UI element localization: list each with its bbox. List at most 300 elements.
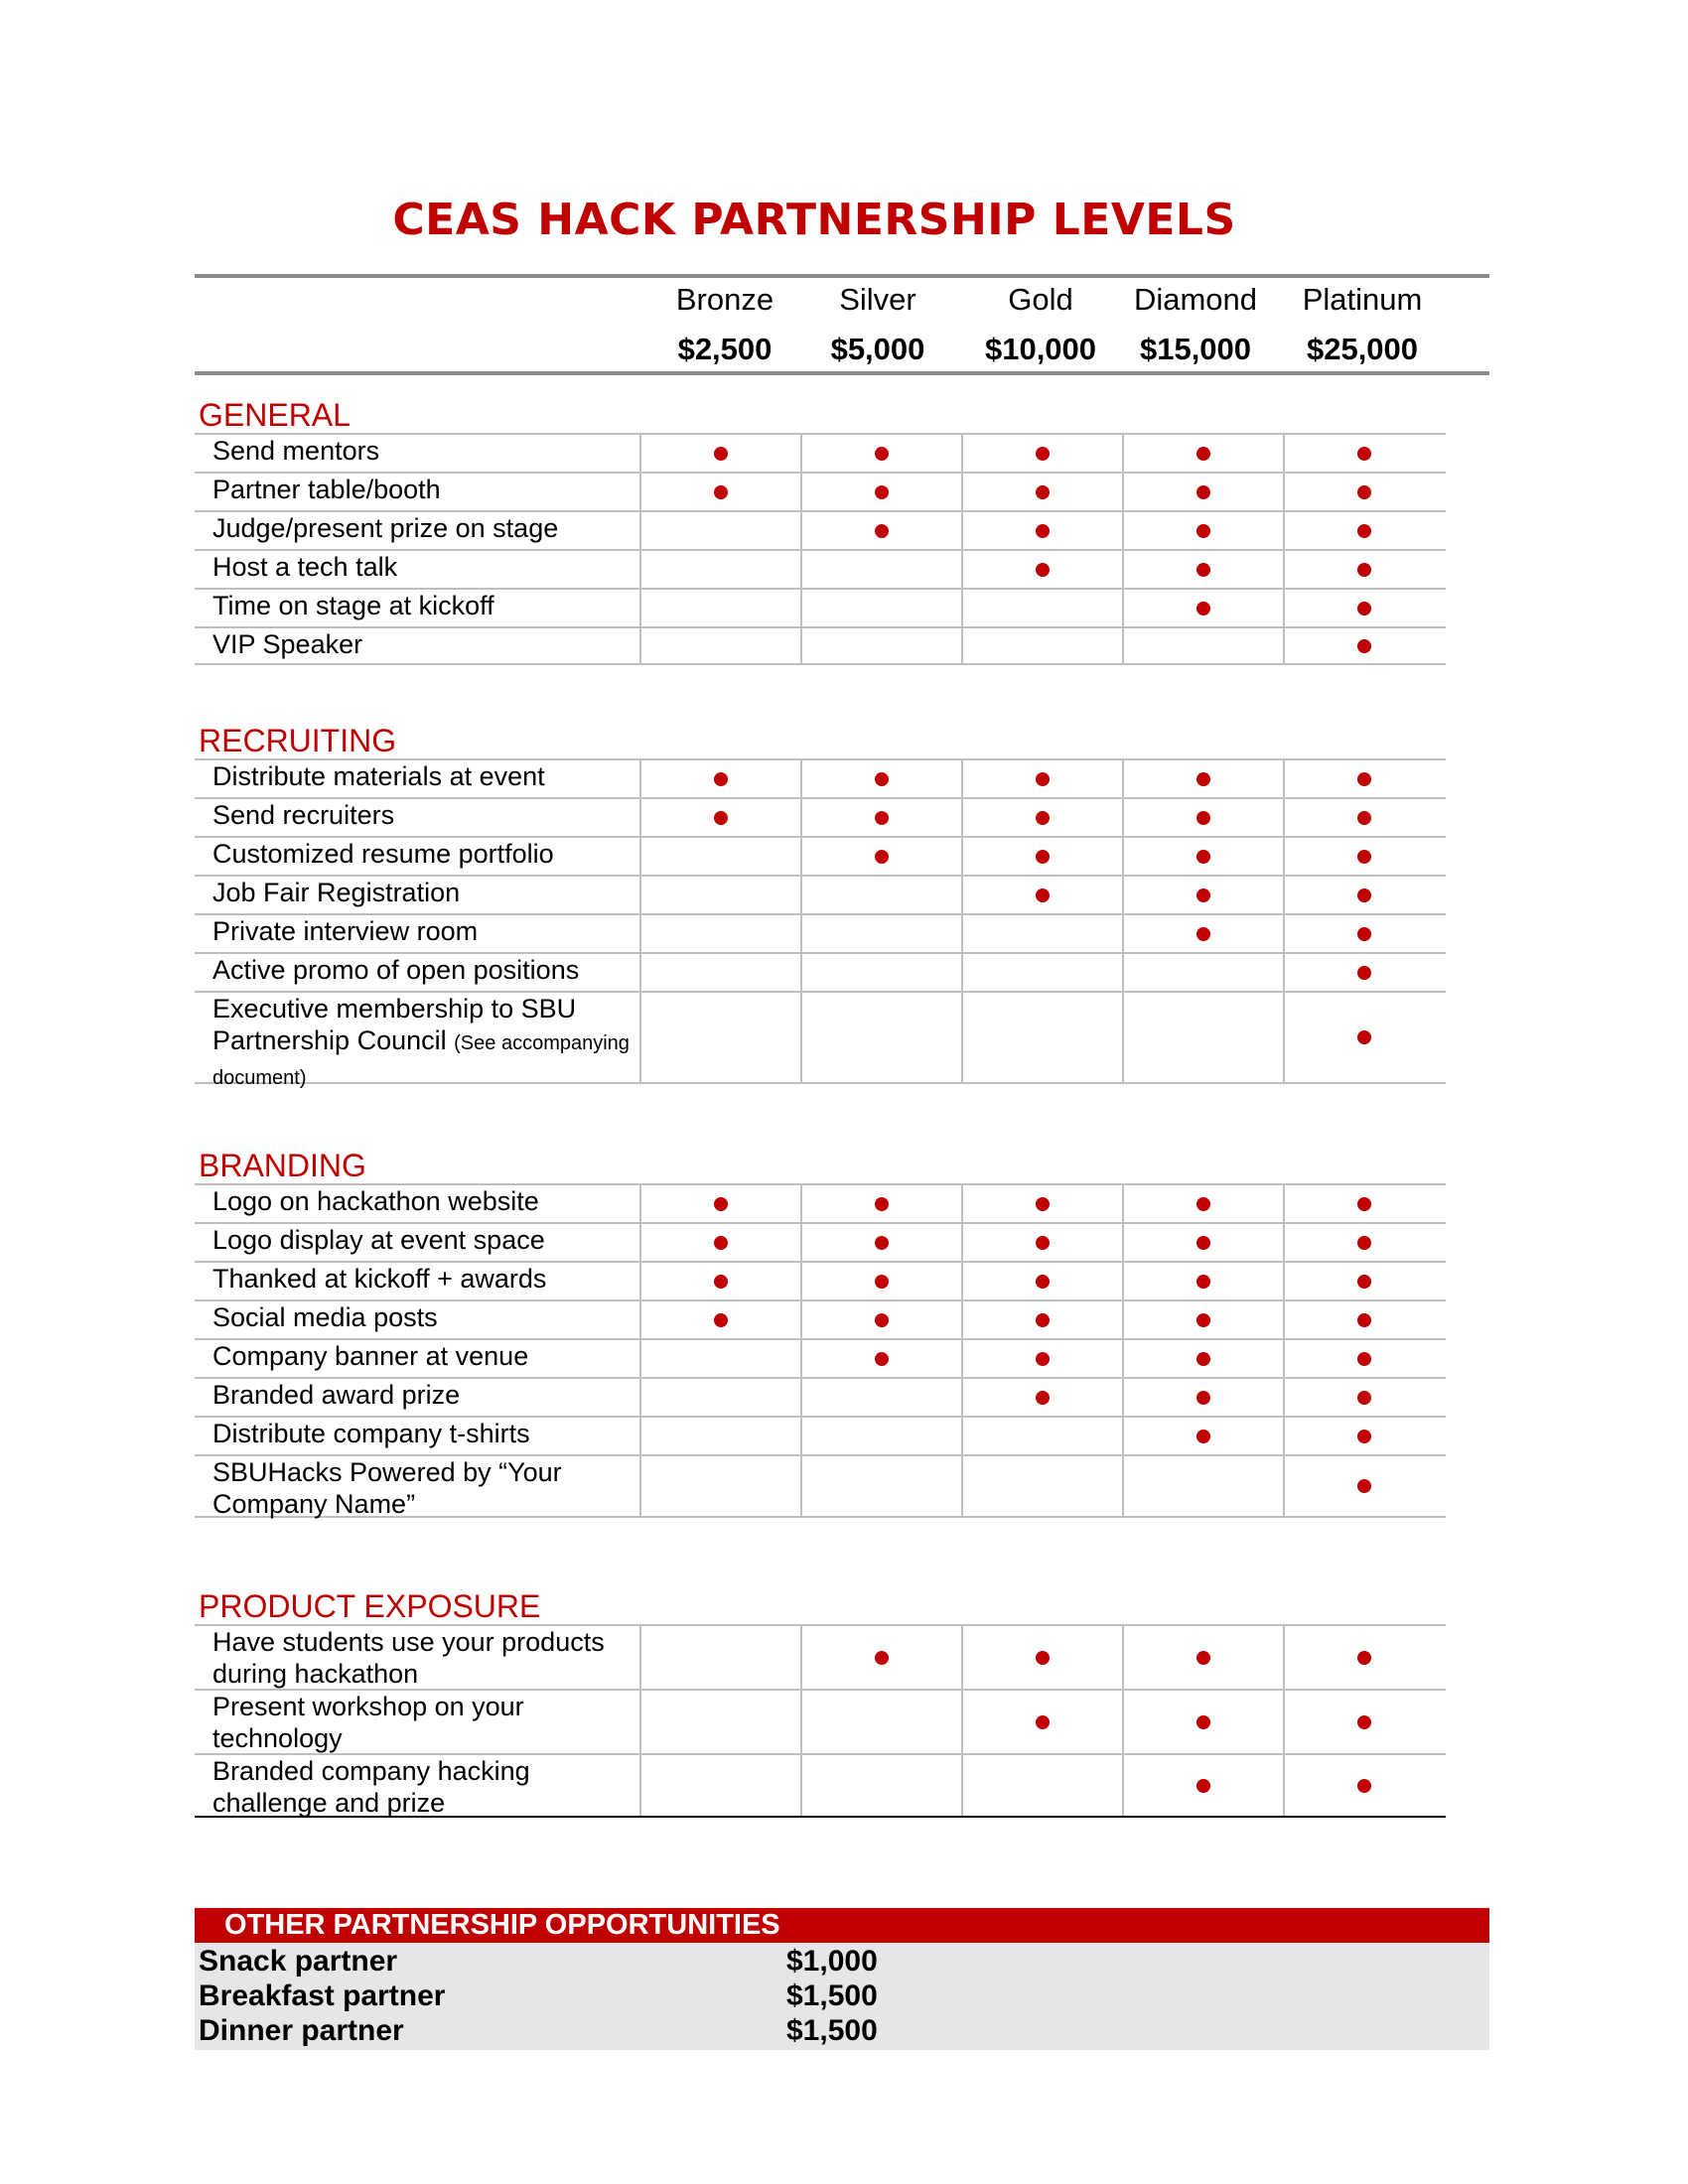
included-dot bbox=[714, 485, 728, 499]
tier-cell-bronze bbox=[639, 1185, 800, 1222]
tier-cell-gold bbox=[961, 1691, 1122, 1753]
section-grid bbox=[195, 758, 1446, 1089]
included-dot bbox=[1357, 1030, 1371, 1044]
table-row bbox=[195, 1261, 1446, 1299]
included-dot bbox=[1357, 1651, 1371, 1665]
section-title-product-exposure: PRODUCT EXPOSURE bbox=[199, 1588, 541, 1624]
tier-cell-diamond bbox=[1122, 915, 1283, 952]
included-dot bbox=[1036, 1197, 1050, 1211]
tier-cell-gold bbox=[961, 1263, 1122, 1299]
tier-cell-silver bbox=[800, 1224, 961, 1261]
table-row bbox=[195, 1689, 1446, 1753]
tier-cell-diamond bbox=[1122, 760, 1283, 797]
tier-cell-silver bbox=[800, 1379, 961, 1416]
included-dot bbox=[1357, 563, 1371, 577]
tier-cell-diamond bbox=[1122, 551, 1283, 588]
included-dot bbox=[875, 850, 889, 864]
table-row bbox=[195, 1416, 1446, 1454]
benefit-label-text: Logo display at event space bbox=[212, 1225, 545, 1255]
benefit-label bbox=[212, 1418, 630, 1449]
benefit-label bbox=[212, 628, 630, 660]
table-row bbox=[195, 1377, 1446, 1416]
included-dot bbox=[714, 811, 728, 825]
tier-cell-platinum bbox=[1283, 551, 1444, 588]
included-dot bbox=[1357, 639, 1371, 653]
included-dot bbox=[1036, 772, 1050, 786]
included-dot bbox=[1196, 1313, 1210, 1327]
included-dot bbox=[1357, 1779, 1371, 1793]
tier-cell-bronze bbox=[639, 1301, 800, 1338]
included-dot bbox=[875, 1651, 889, 1665]
tier-cell-gold bbox=[961, 799, 1122, 836]
included-dot bbox=[1357, 1352, 1371, 1366]
included-dot bbox=[1196, 1779, 1210, 1793]
tier-name-gold: Gold bbox=[1008, 282, 1073, 317]
tier-cell-bronze bbox=[639, 435, 800, 472]
benefit-label bbox=[212, 435, 630, 467]
included-dot bbox=[1036, 524, 1050, 538]
included-dot bbox=[1357, 524, 1371, 538]
tier-cell-silver bbox=[800, 1755, 961, 1816]
tier-cell-gold bbox=[961, 628, 1122, 663]
tier-cell-platinum bbox=[1283, 1626, 1444, 1689]
tier-cell-bronze bbox=[639, 1626, 800, 1689]
tier-cell-bronze bbox=[639, 877, 800, 913]
benefit-label-text: SBUHacks Powered by “Your Company Name” bbox=[212, 1457, 562, 1519]
other-item-label: Breakfast partner bbox=[199, 1979, 446, 2012]
included-dot bbox=[875, 485, 889, 499]
included-dot bbox=[1196, 888, 1210, 902]
benefit-label bbox=[212, 799, 630, 831]
included-dot bbox=[1036, 447, 1050, 461]
tier-cell-silver bbox=[800, 435, 961, 472]
tier-price-bronze: $2,500 bbox=[677, 332, 773, 366]
included-dot bbox=[875, 1236, 889, 1250]
tier-cell-diamond bbox=[1122, 1224, 1283, 1261]
benefit-label-text: Host a tech talk bbox=[212, 552, 398, 582]
tier-cell-bronze bbox=[639, 1418, 800, 1454]
benefit-label bbox=[212, 915, 630, 947]
included-dot bbox=[875, 524, 889, 538]
table-row bbox=[195, 1222, 1446, 1261]
tier-cell-silver bbox=[800, 551, 961, 588]
table-row bbox=[195, 1299, 1446, 1338]
included-dot bbox=[875, 811, 889, 825]
tier-cell-platinum bbox=[1283, 628, 1444, 663]
benefit-label bbox=[212, 993, 630, 1094]
tier-cell-platinum bbox=[1283, 760, 1444, 797]
tier-cell-gold bbox=[961, 1456, 1122, 1516]
included-dot bbox=[875, 1275, 889, 1289]
benefit-label-text: Have students use your products during hackathon bbox=[212, 1627, 605, 1689]
section-grid bbox=[195, 433, 1446, 665]
tier-cell-diamond bbox=[1122, 1691, 1283, 1753]
benefit-label-text: Private interview room bbox=[212, 916, 479, 946]
table-row bbox=[195, 1624, 1446, 1689]
benefit-label-text: Job Fair Registration bbox=[212, 878, 461, 907]
included-dot bbox=[1196, 850, 1210, 864]
table-row bbox=[195, 472, 1446, 510]
included-dot bbox=[1357, 602, 1371, 615]
benefit-label bbox=[212, 838, 630, 870]
tier-cell-bronze bbox=[639, 474, 800, 510]
included-dot bbox=[1036, 811, 1050, 825]
benefit-label-text: Company banner at venue bbox=[212, 1341, 529, 1371]
benefit-label-text: Active promo of open positions bbox=[212, 955, 580, 985]
tier-cell-silver bbox=[800, 1456, 961, 1516]
included-dot bbox=[714, 447, 728, 461]
benefit-label-text: Time on stage at kickoff bbox=[212, 591, 494, 620]
tier-cell-platinum bbox=[1283, 512, 1444, 549]
included-dot bbox=[1196, 1352, 1210, 1366]
benefit-label bbox=[212, 1340, 630, 1372]
tier-cell-platinum bbox=[1283, 474, 1444, 510]
included-dot bbox=[1357, 447, 1371, 461]
included-dot bbox=[1357, 850, 1371, 864]
included-dot bbox=[875, 1352, 889, 1366]
benefit-label bbox=[212, 877, 630, 908]
header-top-rule bbox=[195, 274, 1489, 278]
included-dot bbox=[1357, 1391, 1371, 1405]
tier-cell-bronze bbox=[639, 838, 800, 875]
tier-cell-silver bbox=[800, 512, 961, 549]
included-dot bbox=[1357, 1430, 1371, 1443]
tier-cell-bronze bbox=[639, 1691, 800, 1753]
included-dot bbox=[1196, 1430, 1210, 1443]
tier-cell-platinum bbox=[1283, 877, 1444, 913]
included-dot bbox=[1357, 772, 1371, 786]
benefit-label-text: Judge/present prize on stage bbox=[212, 513, 559, 543]
tier-cell-gold bbox=[961, 1224, 1122, 1261]
included-dot bbox=[1036, 1352, 1050, 1366]
included-dot bbox=[1196, 524, 1210, 538]
tier-cell-diamond bbox=[1122, 1301, 1283, 1338]
tier-cell-gold bbox=[961, 954, 1122, 991]
included-dot bbox=[1196, 811, 1210, 825]
table-row bbox=[195, 510, 1446, 549]
tier-cell-bronze bbox=[639, 1263, 800, 1299]
tier-cell-silver bbox=[800, 1185, 961, 1222]
tier-cell-gold bbox=[961, 1418, 1122, 1454]
included-dot bbox=[1196, 927, 1210, 941]
benefit-label-text: Partner table/booth bbox=[212, 475, 441, 504]
tier-cell-bronze bbox=[639, 1224, 800, 1261]
tier-cell-silver bbox=[800, 993, 961, 1082]
included-dot bbox=[1036, 1651, 1050, 1665]
tier-cell-diamond bbox=[1122, 877, 1283, 913]
included-dot bbox=[1357, 1715, 1371, 1729]
benefit-label-text: Executive membership to SBU Partnership Council bbox=[212, 994, 577, 1055]
benefit-label-text: Thanked at kickoff + awards bbox=[212, 1264, 547, 1294]
tier-cell-silver bbox=[800, 915, 961, 952]
benefit-label bbox=[212, 1755, 630, 1819]
tier-cell-bronze bbox=[639, 1755, 800, 1816]
section-title-general: GENERAL bbox=[199, 397, 351, 433]
table-row bbox=[195, 626, 1446, 665]
included-dot bbox=[1036, 888, 1050, 902]
table-row bbox=[195, 797, 1446, 836]
tier-cell-platinum bbox=[1283, 435, 1444, 472]
benefit-label bbox=[212, 551, 630, 583]
tier-price-silver: $5,000 bbox=[830, 332, 925, 366]
table-row bbox=[195, 991, 1446, 1089]
included-dot bbox=[1196, 1651, 1210, 1665]
tier-cell-gold bbox=[961, 760, 1122, 797]
tier-cell-platinum bbox=[1283, 1185, 1444, 1222]
tier-cell-diamond bbox=[1122, 1185, 1283, 1222]
tier-cell-gold bbox=[961, 512, 1122, 549]
table-row bbox=[195, 758, 1446, 797]
included-dot bbox=[1196, 1391, 1210, 1405]
tier-name-platinum: Platinum bbox=[1302, 282, 1423, 317]
included-dot bbox=[1196, 563, 1210, 577]
table-row bbox=[195, 1753, 1446, 1818]
benefit-label bbox=[212, 1224, 630, 1256]
benefit-label bbox=[212, 1185, 630, 1217]
benefit-label bbox=[212, 1626, 630, 1690]
tier-cell-platinum bbox=[1283, 1691, 1444, 1753]
benefit-label bbox=[212, 474, 630, 505]
tier-cell-diamond bbox=[1122, 993, 1283, 1082]
tier-cell-silver bbox=[800, 1626, 961, 1689]
tier-cell-diamond bbox=[1122, 435, 1283, 472]
included-dot bbox=[1196, 447, 1210, 461]
tier-cell-silver bbox=[800, 954, 961, 991]
section-title-recruiting: RECRUITING bbox=[199, 723, 397, 758]
tier-cell-diamond bbox=[1122, 1263, 1283, 1299]
tier-cell-diamond bbox=[1122, 512, 1283, 549]
table-row bbox=[195, 913, 1446, 952]
tier-cell-platinum bbox=[1283, 1418, 1444, 1454]
benefit-label bbox=[212, 954, 630, 986]
benefit-label-text: Logo on hackathon website bbox=[212, 1186, 539, 1216]
included-dot bbox=[1196, 1715, 1210, 1729]
included-dot bbox=[1036, 1313, 1050, 1327]
tier-cell-gold bbox=[961, 1755, 1122, 1816]
tier-cell-platinum bbox=[1283, 1301, 1444, 1338]
tier-cell-gold bbox=[961, 590, 1122, 626]
table-row bbox=[195, 549, 1446, 588]
included-dot bbox=[1357, 966, 1371, 980]
tier-cell-diamond bbox=[1122, 1626, 1283, 1689]
tier-cell-silver bbox=[800, 1301, 961, 1338]
benefit-label-text: Social media posts bbox=[212, 1302, 438, 1332]
tier-cell-gold bbox=[961, 915, 1122, 952]
section-grid bbox=[195, 1624, 1446, 1818]
page-title: CEAS HACK PARTNERSHIP LEVELS bbox=[392, 195, 1236, 245]
tier-cell-gold bbox=[961, 838, 1122, 875]
other-item-price: $1,000 bbox=[786, 1945, 878, 1978]
included-dot bbox=[1196, 1275, 1210, 1289]
tier-cell-silver bbox=[800, 474, 961, 510]
section-title-branding: BRANDING bbox=[199, 1148, 366, 1183]
benefit-label-text: Branded award prize bbox=[212, 1380, 461, 1410]
tier-price-gold: $10,000 bbox=[984, 332, 1097, 366]
table-row bbox=[195, 433, 1446, 472]
tier-cell-silver bbox=[800, 760, 961, 797]
benefit-label bbox=[212, 590, 630, 621]
tier-cell-diamond bbox=[1122, 799, 1283, 836]
benefit-label-text: Send mentors bbox=[212, 436, 380, 466]
tier-price-platinum: $25,000 bbox=[1306, 332, 1419, 366]
tier-cell-bronze bbox=[639, 993, 800, 1082]
tier-cell-silver bbox=[800, 838, 961, 875]
table-row bbox=[195, 1454, 1446, 1518]
header-bottom-rule bbox=[195, 371, 1489, 375]
tier-cell-platinum bbox=[1283, 1456, 1444, 1516]
tier-cell-bronze bbox=[639, 915, 800, 952]
tier-cell-diamond bbox=[1122, 590, 1283, 626]
tier-cell-platinum bbox=[1283, 993, 1444, 1082]
tier-cell-platinum bbox=[1283, 954, 1444, 991]
tier-cell-diamond bbox=[1122, 1340, 1283, 1377]
tier-cell-diamond bbox=[1122, 1418, 1283, 1454]
included-dot bbox=[1357, 1236, 1371, 1250]
included-dot bbox=[1196, 772, 1210, 786]
tier-cell-silver bbox=[800, 1691, 961, 1753]
included-dot bbox=[1036, 1715, 1050, 1729]
included-dot bbox=[1036, 1236, 1050, 1250]
table-row bbox=[195, 1183, 1446, 1222]
table-row bbox=[195, 1338, 1446, 1377]
benefit-label-text: Distribute company t-shirts bbox=[212, 1419, 530, 1448]
tier-cell-platinum bbox=[1283, 799, 1444, 836]
tier-cell-bronze bbox=[639, 1456, 800, 1516]
tier-cell-diamond bbox=[1122, 628, 1283, 663]
benefit-label bbox=[212, 1691, 630, 1754]
other-item-label: Snack partner bbox=[199, 1945, 398, 1978]
tier-cell-bronze bbox=[639, 1379, 800, 1416]
tier-cell-diamond bbox=[1122, 1379, 1283, 1416]
other-opportunities-header: OTHER PARTNERSHIP OPPORTUNITIES bbox=[195, 1908, 1489, 1943]
other-opportunities-list bbox=[195, 1943, 1489, 2050]
other-item-price: $1,500 bbox=[786, 2014, 878, 2047]
tier-cell-diamond bbox=[1122, 838, 1283, 875]
table-row bbox=[195, 952, 1446, 991]
tier-cell-silver bbox=[800, 1340, 961, 1377]
tier-price-diamond: $15,000 bbox=[1139, 332, 1252, 366]
included-dot bbox=[1357, 888, 1371, 902]
tier-cell-bronze bbox=[639, 1340, 800, 1377]
table-row bbox=[195, 875, 1446, 913]
tier-cell-gold bbox=[961, 1626, 1122, 1689]
benefit-label-text: Distribute materials at event bbox=[212, 761, 545, 791]
tier-cell-silver bbox=[800, 590, 961, 626]
tier-cell-platinum bbox=[1283, 915, 1444, 952]
included-dot bbox=[1357, 1197, 1371, 1211]
tier-cell-gold bbox=[961, 1185, 1122, 1222]
table-row bbox=[195, 836, 1446, 875]
tier-cell-platinum bbox=[1283, 1379, 1444, 1416]
included-dot bbox=[1196, 1197, 1210, 1211]
tier-cell-platinum bbox=[1283, 1340, 1444, 1377]
tier-cell-gold bbox=[961, 1379, 1122, 1416]
tier-cell-platinum bbox=[1283, 1755, 1444, 1816]
included-dot bbox=[1036, 850, 1050, 864]
benefit-label bbox=[212, 760, 630, 792]
included-dot bbox=[1357, 1313, 1371, 1327]
tier-cell-platinum bbox=[1283, 590, 1444, 626]
included-dot bbox=[1036, 563, 1050, 577]
benefit-label bbox=[212, 512, 630, 544]
benefit-label-text: VIP Speaker bbox=[212, 629, 363, 659]
tier-cell-bronze bbox=[639, 628, 800, 663]
included-dot bbox=[1357, 1275, 1371, 1289]
included-dot bbox=[1036, 1275, 1050, 1289]
benefit-label-text: Present workshop on your technology bbox=[212, 1692, 524, 1753]
tier-cell-gold bbox=[961, 993, 1122, 1082]
tier-cell-gold bbox=[961, 1340, 1122, 1377]
tier-cell-bronze bbox=[639, 512, 800, 549]
other-item-price: $1,500 bbox=[786, 1979, 878, 2012]
benefit-label-text: Branded company hacking challenge and prize bbox=[212, 1756, 530, 1818]
included-dot bbox=[1196, 485, 1210, 499]
tier-cell-bronze bbox=[639, 954, 800, 991]
benefit-label bbox=[212, 1379, 630, 1411]
included-dot bbox=[1196, 602, 1210, 615]
included-dot bbox=[875, 1197, 889, 1211]
tier-cell-gold bbox=[961, 474, 1122, 510]
tier-cell-silver bbox=[800, 877, 961, 913]
included-dot bbox=[1357, 927, 1371, 941]
tier-cell-diamond bbox=[1122, 474, 1283, 510]
tier-cell-gold bbox=[961, 435, 1122, 472]
included-dot bbox=[714, 1236, 728, 1250]
benefit-label-text: Send recruiters bbox=[212, 800, 395, 830]
tier-cell-silver bbox=[800, 628, 961, 663]
other-item-label: Dinner partner bbox=[199, 2014, 404, 2047]
section-grid bbox=[195, 1183, 1446, 1518]
tier-cell-gold bbox=[961, 1301, 1122, 1338]
tier-cell-platinum bbox=[1283, 1224, 1444, 1261]
tier-cell-bronze bbox=[639, 799, 800, 836]
benefit-note: (See accompanying document) bbox=[212, 1032, 630, 1089]
included-dot bbox=[875, 772, 889, 786]
included-dot bbox=[714, 1275, 728, 1289]
tier-cell-gold bbox=[961, 877, 1122, 913]
included-dot bbox=[714, 1313, 728, 1327]
included-dot bbox=[875, 1313, 889, 1327]
included-dot bbox=[1357, 485, 1371, 499]
tier-cell-silver bbox=[800, 799, 961, 836]
tier-cell-diamond bbox=[1122, 1456, 1283, 1516]
tier-cell-bronze bbox=[639, 760, 800, 797]
tier-name-bronze: Bronze bbox=[675, 282, 774, 317]
tier-cell-platinum bbox=[1283, 838, 1444, 875]
tier-cell-diamond bbox=[1122, 954, 1283, 991]
tier-cell-bronze bbox=[639, 551, 800, 588]
tier-name-silver: Silver bbox=[839, 282, 916, 317]
included-dot bbox=[1357, 811, 1371, 825]
benefit-label bbox=[212, 1263, 630, 1295]
tier-name-diamond: Diamond bbox=[1133, 282, 1258, 317]
tier-cell-silver bbox=[800, 1263, 961, 1299]
included-dot bbox=[1196, 1236, 1210, 1250]
included-dot bbox=[875, 447, 889, 461]
included-dot bbox=[1036, 485, 1050, 499]
included-dot bbox=[714, 1197, 728, 1211]
tier-cell-bronze bbox=[639, 590, 800, 626]
tier-cell-silver bbox=[800, 1418, 961, 1454]
tier-cell-gold bbox=[961, 551, 1122, 588]
tier-cell-diamond bbox=[1122, 1755, 1283, 1816]
benefit-label bbox=[212, 1456, 630, 1520]
included-dot bbox=[714, 772, 728, 786]
included-dot bbox=[1357, 1479, 1371, 1493]
table-row bbox=[195, 588, 1446, 626]
included-dot bbox=[1036, 1391, 1050, 1405]
tier-cell-platinum bbox=[1283, 1263, 1444, 1299]
